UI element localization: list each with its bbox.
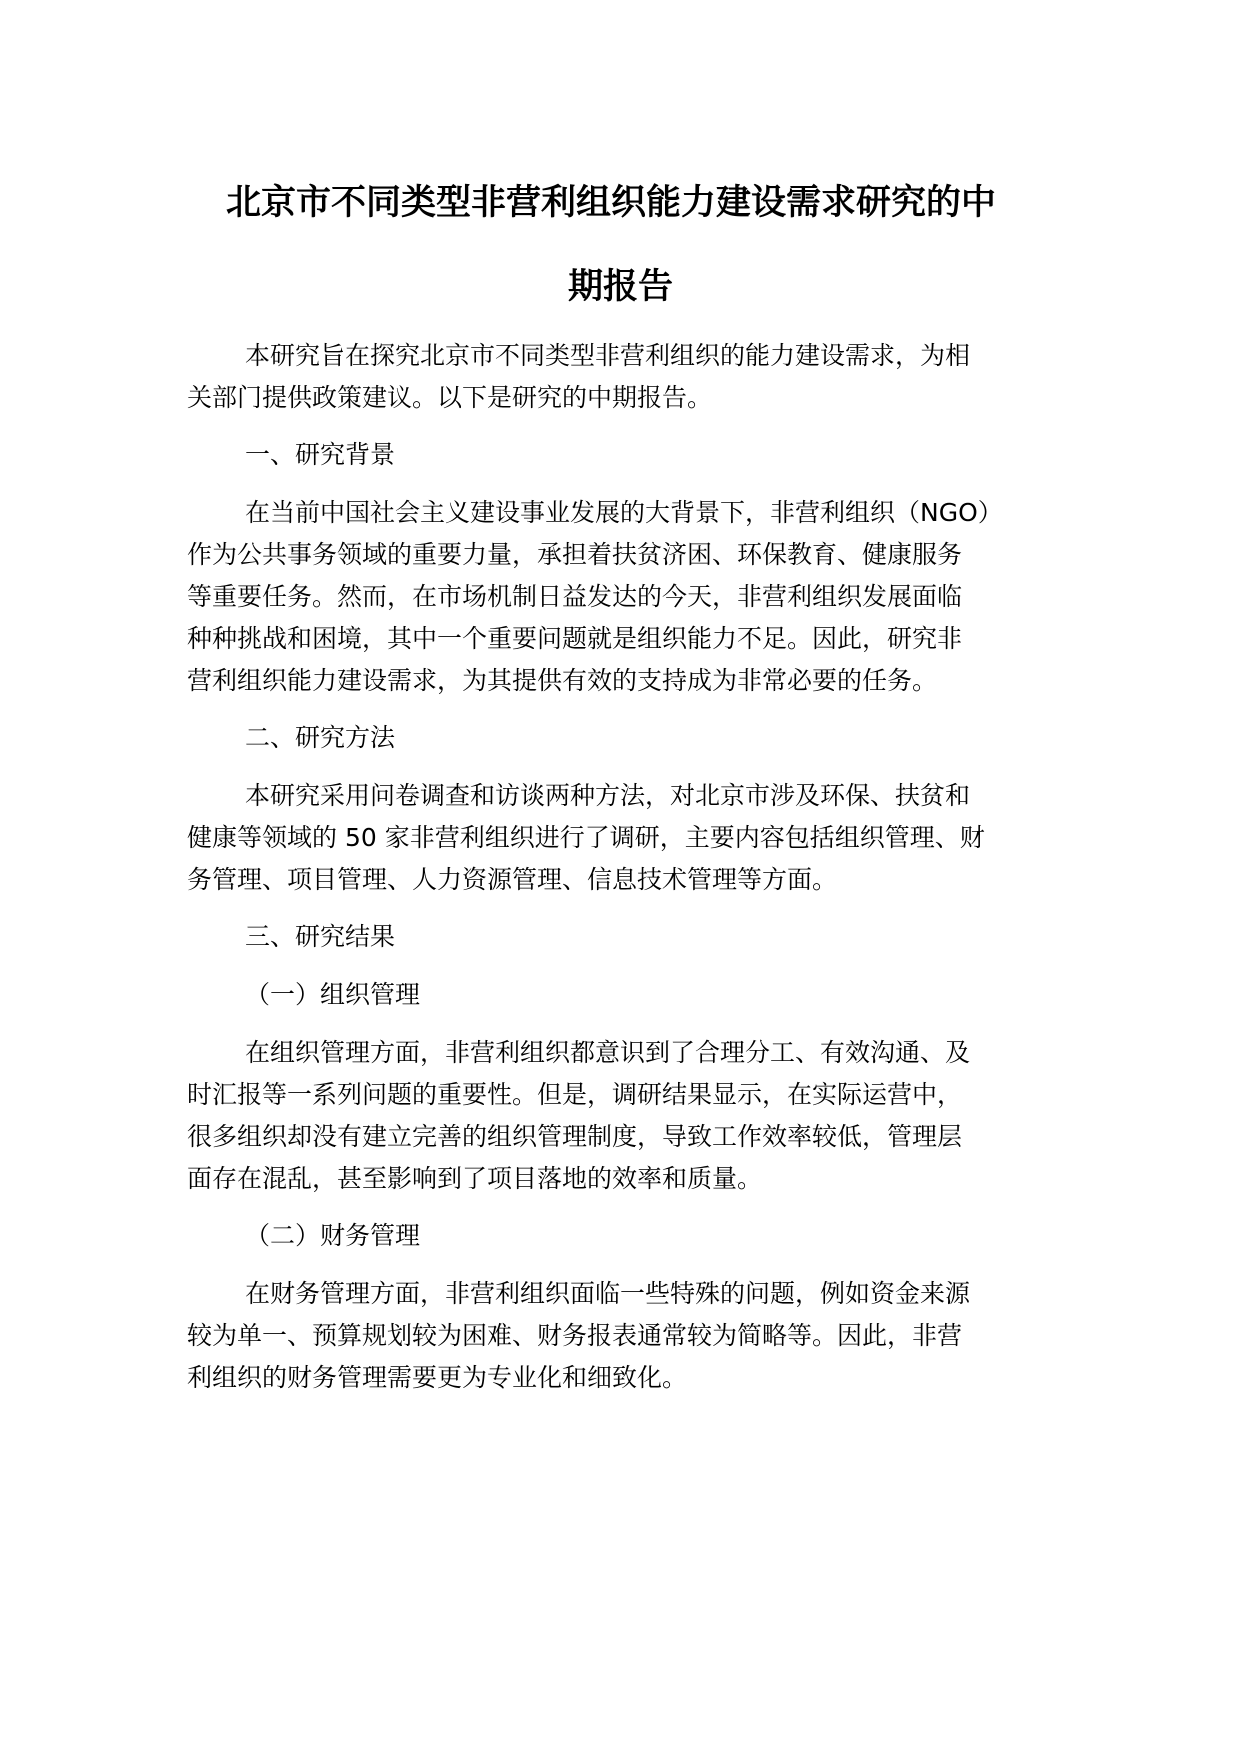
section-heading-background: 一、研究背景 (245, 440, 396, 469)
subheading-financial-management: （二）财务管理 (245, 1221, 421, 1250)
finance-paragraph-line: 在财务管理方面，非营利组织面临一些特殊的问题，例如资金来源 (245, 1279, 971, 1308)
document-title-line-1: 北京市不同类型非营利组织能力建设需求研究的中 (225, 183, 996, 223)
finance-paragraph-line: 利组织的财务管理需要更为专业化和细致化。 (187, 1363, 688, 1392)
organization-paragraph-line: 在组织管理方面，非营利组织都意识到了合理分工、有效沟通、及 (245, 1038, 971, 1067)
background-paragraph-line: 等重要任务。然而，在市场机制日益发达的今天，非营利组织发展面临 (187, 582, 963, 611)
background-paragraph-line: 作为公共事务领域的重要力量，承担着扶贫济困、环保教育、健康服务 (187, 540, 963, 569)
intro-paragraph-line: 本研究旨在探究北京市不同类型非营利组织的能力建设需求，为相 (245, 341, 971, 370)
subheading-organization-management: （一）组织管理 (245, 980, 421, 1009)
finance-paragraph-line: 较为单一、预算规划较为困难、财务报表通常较为简略等。因此，非营 (187, 1321, 963, 1350)
background-paragraph-line: 在当前中国社会主义建设事业发展的大背景下，非营利组织（NGO） (245, 498, 1003, 527)
organization-paragraph-line: 面存在混乱，甚至影响到了项目落地的效率和质量。 (187, 1164, 763, 1193)
section-heading-results: 三、研究结果 (245, 922, 396, 951)
intro-paragraph-line: 关部门提供政策建议。以下是研究的中期报告。 (187, 383, 713, 412)
methods-paragraph-line: 务管理、项目管理、人力资源管理、信息技术管理等方面。 (187, 865, 838, 894)
methods-paragraph-line: 健康等领域的 50 家非营利组织进行了调研，主要内容包括组织管理、财 (187, 823, 985, 852)
methods-paragraph-line: 本研究采用问卷调查和访谈两种方法，对北京市涉及环保、扶贫和 (245, 781, 971, 810)
organization-paragraph-line: 时汇报等一系列问题的重要性。但是，调研结果显示，在实际运营中， (187, 1080, 963, 1109)
section-heading-methods: 二、研究方法 (245, 723, 396, 752)
document-title-line-2: 期报告 (567, 267, 673, 307)
organization-paragraph-line: 很多组织却没有建立完善的组织管理制度，导致工作效率较低，管理层 (187, 1122, 963, 1151)
background-paragraph-line: 种种挑战和困境，其中一个重要问题就是组织能力不足。因此，研究非 (187, 624, 963, 653)
background-paragraph-line: 营利组织能力建设需求，为其提供有效的支持成为非常必要的任务。 (187, 666, 938, 695)
